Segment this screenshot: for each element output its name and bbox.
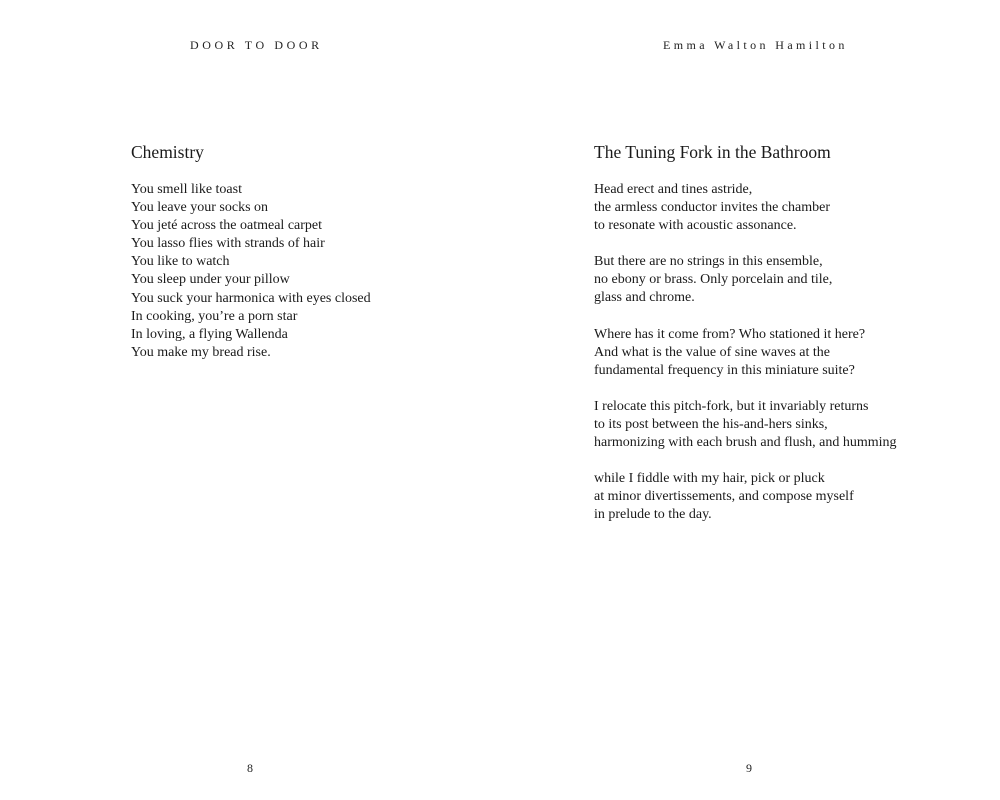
poem-line: to resonate with acoustic assonance. (594, 218, 797, 234)
poem-line: at minor divertissements, and compose myself (594, 489, 854, 505)
poem-line: glass and chrome. (594, 290, 695, 306)
poem-line: harmonizing with each brush and flush, and humming (594, 435, 897, 451)
poem-line: fundamental frequency in this miniature suite? (594, 362, 855, 378)
poem-line: to its post between the his-and-hers sinks, (594, 416, 828, 432)
stanza (594, 253, 897, 307)
running-head-book-title: DOOR TO DOOR (190, 38, 323, 52)
poem-line: And what is the value of sine waves at the (594, 344, 830, 360)
stanza (131, 181, 371, 362)
poem-line: You like to watch (131, 254, 230, 270)
poem-line: You leave your socks on (131, 200, 269, 216)
poem-line: I relocate this pitch-fork, but it invariably returns (594, 398, 869, 414)
stanza (594, 181, 897, 235)
poem-line: In loving, a flying Wallenda (131, 326, 288, 342)
poem-line: In cooking, you’re a porn star (131, 308, 298, 324)
poem-line: no ebony or brass. Only porcelain and tile, (594, 272, 833, 288)
poem-line: You jeté across the oatmeal carpet (131, 218, 323, 234)
page-number: 9 (746, 761, 752, 775)
poem-line: You suck your harmonica with eyes closed (131, 290, 371, 306)
poem-line: You smell like toast (131, 182, 242, 197)
poem-line: while I fiddle with my hair, pick or pluck (594, 471, 825, 487)
right-page (500, 0, 1000, 800)
poem-line: You make my bread rise. (131, 344, 271, 360)
poem-title: Chemistry (131, 142, 204, 162)
stanza (594, 326, 897, 380)
stanza (594, 398, 897, 452)
poem-line: in prelude to the day. (594, 507, 712, 523)
page-number: 8 (247, 761, 253, 775)
poem-line: the armless conductor invites the chamber (594, 200, 830, 216)
poem-tuning-fork (594, 142, 897, 542)
poem-line: You sleep under your pillow (131, 272, 290, 288)
poem-title: The Tuning Fork in the Bathroom (594, 142, 831, 162)
poem-line: You lasso flies with strands of hair (131, 236, 325, 252)
poem-body (594, 181, 897, 524)
poem-body (131, 181, 371, 362)
poem-line: But there are no strings in this ensemble, (594, 254, 823, 270)
running-head-author: Emma Walton Hamilton (663, 38, 848, 52)
poem-chemistry (131, 142, 371, 380)
stanza (594, 470, 897, 524)
poem-line: Where has it come from? Who stationed it here? (594, 326, 866, 342)
poem-line: Head erect and tines astride, (594, 182, 753, 197)
